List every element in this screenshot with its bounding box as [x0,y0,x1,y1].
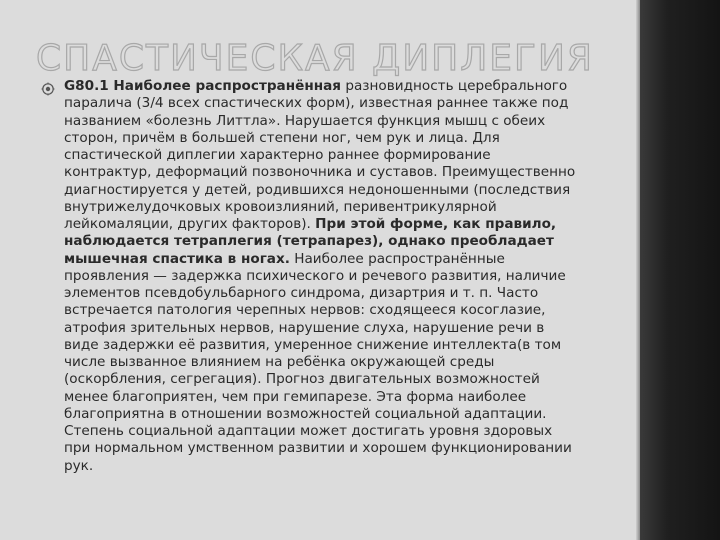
body-paragraph [64,78,580,475]
paragraph-bold-emphasis: При этой форме, как правило, наблюдается тетраплегия (тетрапарез), однако преобладает мышечная спастика в ногах. [64,216,557,267]
ornament-bullet-icon [41,82,55,96]
paragraph-text-2: Наиболее распространённые проявления — задержка психического и речевого развития, наличие элементов псевдобульбарного синдрома, дизартрия и т. п. Часто встречается патология черепных нервов: сходящееся косоглазие, атрофия зрительных нервов, нарушение слуха, нарушение речи в виде задержки её развития, умеренное снижение интеллекта(в том числе вызванное влиянием на ребёнка окружающей среды (оскорбления, сегрегация). Прогноз двигательных возможностей менее благоприятен, чем при гемипарезе. Эта форма наиболее благоприятна в отношении возможностей социальной адаптации. Степень социальной адаптации может достигать уровня здоровых при нормальном умственном развитии и хорошем функционировании рук. [64,250,572,474]
side-panel [640,0,720,540]
slide-title: СПАСТИЧЕСКАЯ ДИПЛЕГИЯ [36,38,594,79]
paragraph-text-1: разновидность церебрального паралича (3/4 всех спастических форм), известная раннее также под названием «болезнь Литтла». Нарушается функция мышц с обеих сторон, причём в большей степени ног, чем рук и лица. Для спастической диплегии характерно раннее формирование контрактур, деформаций позвоночника и суставов. Преимущественно диагностируется у детей, родившихся недоношенными (последствия внутрижелудочковых кровоизлияний, перивентрикулярной лейкомаляции, других факторов). [64,78,576,232]
paragraph-bold-intro: G80.1 Наиболее распространённая [64,78,342,94]
